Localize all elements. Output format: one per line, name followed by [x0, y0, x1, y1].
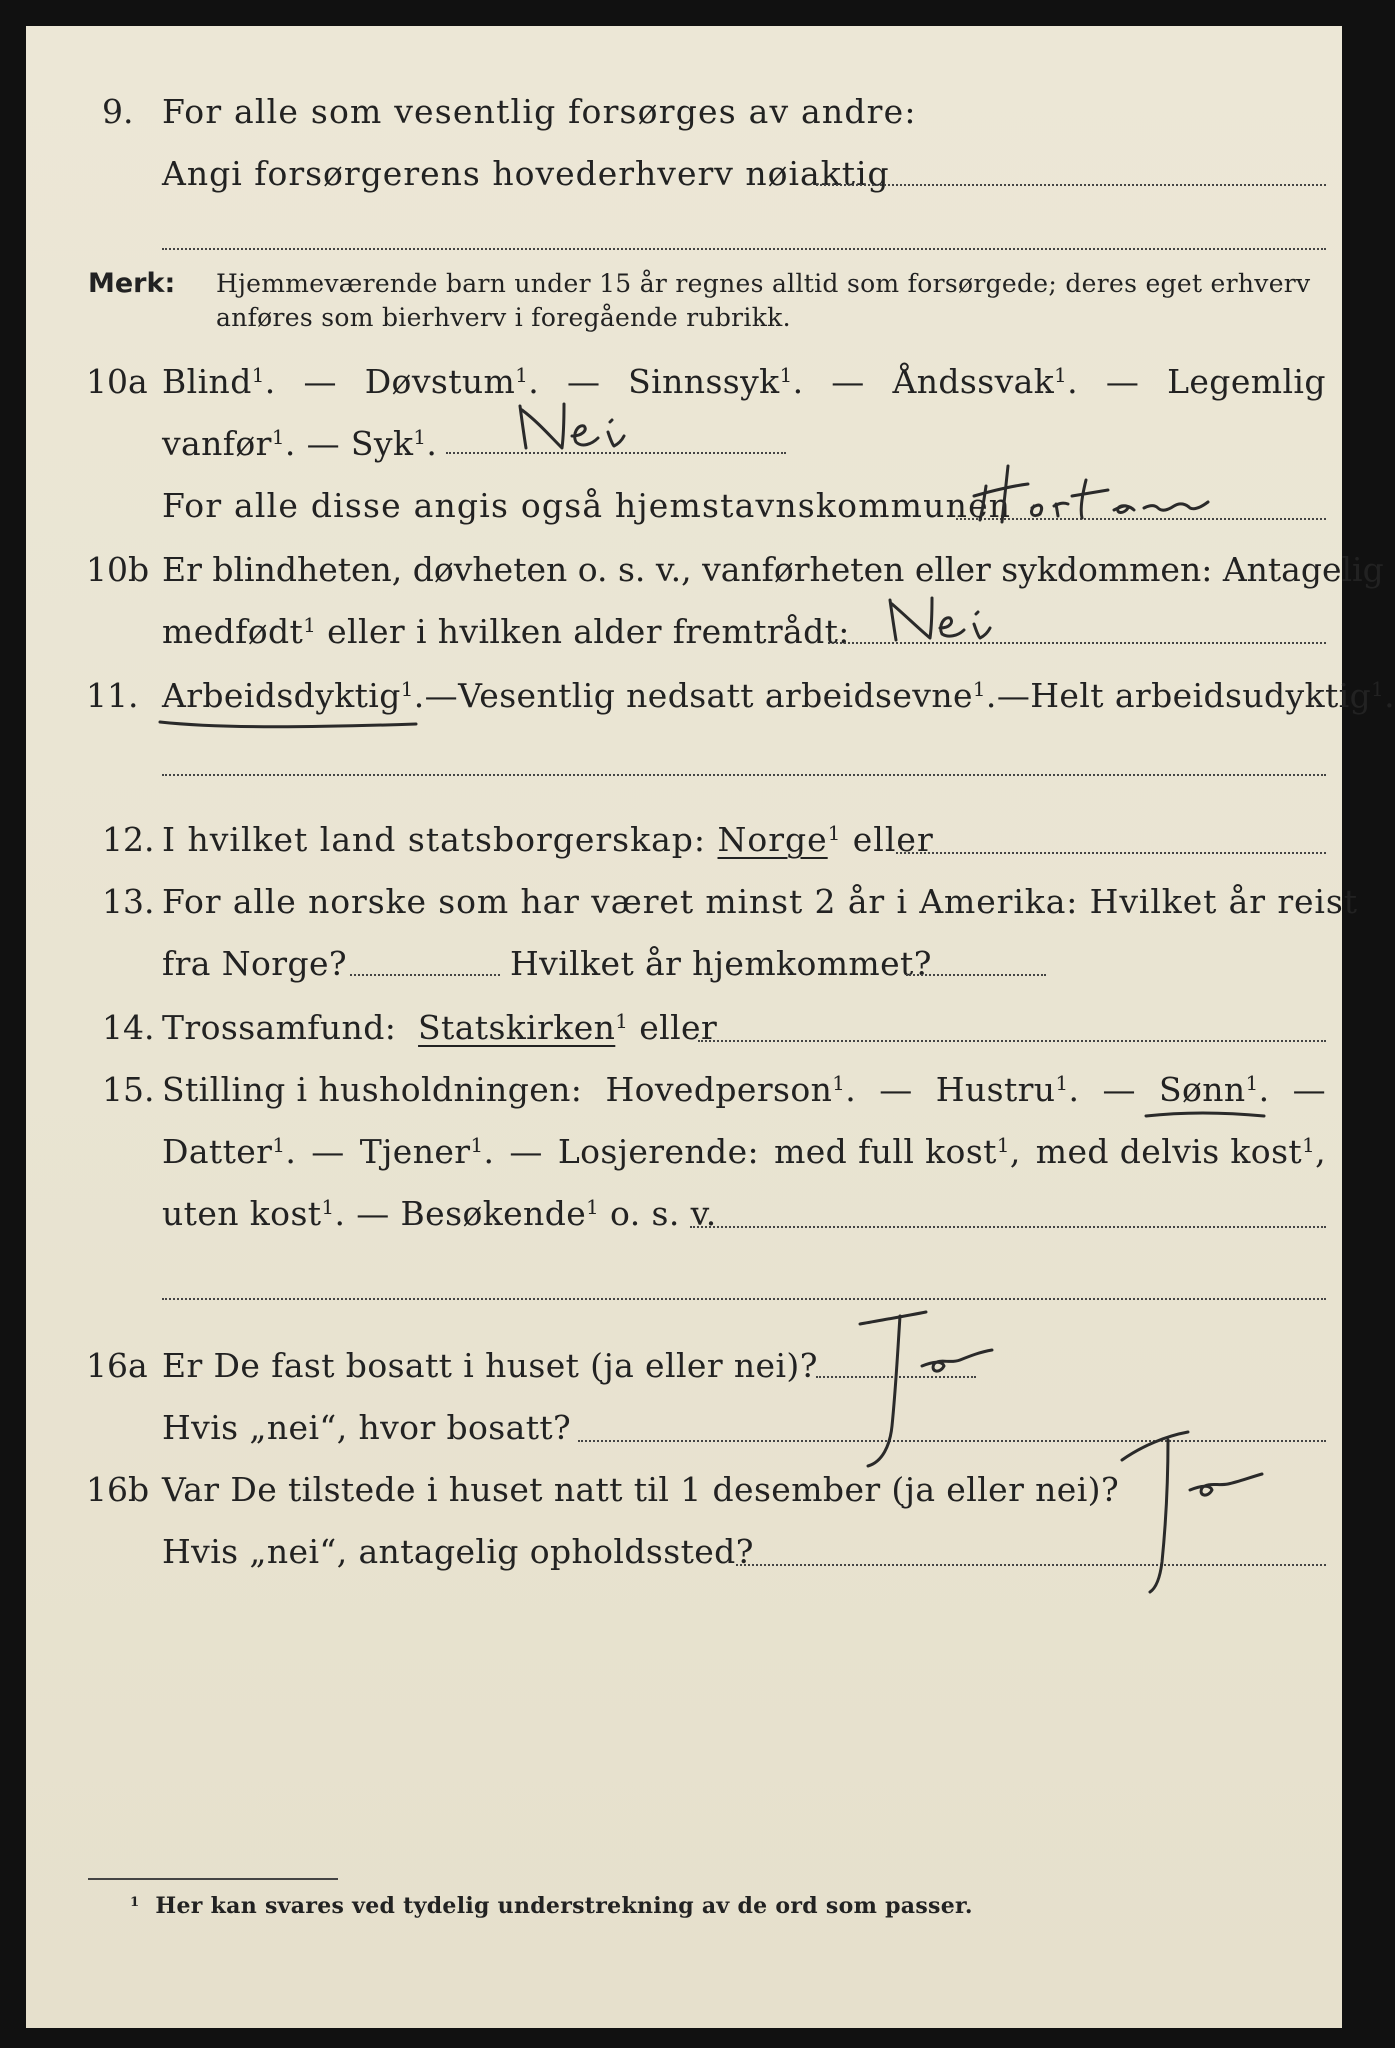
option-vesentlig-nedsatt: Vesentlig nedsatt arbeidsevne — [458, 676, 973, 715]
q13-line2a: fra Norge? — [162, 944, 348, 983]
q13-hjemkommet-line — [906, 974, 1046, 976]
option-datter: Datter — [162, 1132, 273, 1171]
option-arbeidsdyktig: Arbeidsdyktig — [162, 676, 401, 715]
merk-line1: Hjemmeværende barn under 15 år regnes alltid som forsørgede; deres eget erhverv — [216, 269, 1311, 298]
merk-line2: anføres som bierhverv i foregående rubrikk. — [216, 303, 791, 332]
footnote-mark: 1 — [130, 1894, 140, 1910]
q15-line3: uten kost$^1$. — Besøkende$^1$ o. s. v. — [162, 1194, 717, 1233]
option-dovstum: Døvstum — [364, 362, 516, 401]
handwritten-nei-1 — [506, 396, 646, 466]
q10a-line1: Blind$^1$. — Døvstum$^1$. — Sinnssyk$^1$. — Åndssvak$^1$. — Legemlig — [162, 362, 1326, 401]
option-vanfor: vanfør — [162, 424, 272, 463]
q9-line2: Angi forsørgerens hovederhverv nøiaktig — [162, 154, 890, 193]
q12-answer-line — [896, 852, 1326, 854]
option-tjener: Tjener — [359, 1132, 471, 1171]
q16a-line1: Er De fast bosatt i huset (ja eller nei)? — [162, 1346, 818, 1385]
q10b-line1: Er blindheten, døvheten o. s. v., vanførheten eller sykdommen: Antagelig — [162, 550, 1384, 589]
q16b-line2: Hvis „nei“, antagelig opholdssted? — [162, 1532, 754, 1571]
q9-answer-line-2 — [162, 248, 1326, 250]
q15-line1: Stilling i husholdningen: Hovedperson$^1$. — Hustru$^1$. — Sønn$^1$. — — [162, 1070, 1326, 1109]
q15-line2: Datter$^1$. — Tjener$^1$. — Losjerende: med full kost$^1$, med delvis kost$^1$, — [162, 1132, 1326, 1171]
footnote — [130, 1892, 973, 1920]
census-form-page — [26, 26, 1395, 2028]
merk-label: Merk: — [88, 268, 176, 299]
q13-reist-line — [350, 974, 500, 976]
option-besokende: Besøkende — [400, 1194, 587, 1233]
option-sinnssyk: Sinnssyk — [628, 362, 780, 401]
option-uten-kost: uten kost — [162, 1194, 322, 1233]
handwritten-ja-1 — [846, 1306, 1026, 1476]
option-andssvak: Åndssvak — [892, 362, 1055, 401]
q15-number: 15. — [102, 1070, 155, 1109]
q10b-number: 10b — [86, 550, 150, 589]
handwritten-ja-2 — [1112, 1426, 1292, 1606]
option-med-delvis-kost: med delvis kost — [1035, 1132, 1303, 1171]
q10b-line2: medfødt$^1$ eller i hvilken alder fremtrådt: — [162, 612, 850, 651]
q15-answer-line-2 — [162, 1298, 1326, 1300]
option-sonn: Sønn — [1158, 1070, 1246, 1109]
q15-answer-line — [690, 1226, 1326, 1228]
q11-number: 11. — [86, 676, 139, 715]
q16b-number: 16b — [86, 1470, 150, 1509]
q11-line: Arbeidsdyktig$^1$. — Vesentlig nedsatt arbeidsevne$^1$. — Helt arbeidsudyktig$^1$. — [162, 676, 1395, 715]
q10a-line3: For alle disse angis også hjemstavnskommunen — [162, 486, 1012, 525]
underline-sonn — [1142, 1106, 1272, 1126]
q12-number: 12. — [102, 820, 155, 859]
option-blind: Blind — [162, 362, 252, 401]
footnote-rule — [88, 1878, 338, 1880]
handwritten-nei-2 — [878, 594, 1018, 654]
q9-answer-line — [816, 184, 1326, 186]
option-norge: Norge — [717, 820, 828, 859]
q14-answer-line — [698, 1040, 1326, 1042]
option-statskirken: Statskirken — [418, 1008, 616, 1047]
q9-line1: For alle som vesentlig forsørges av andre: — [162, 92, 917, 131]
q11-answer-line — [162, 774, 1326, 776]
q13-line1: For alle norske som har været minst 2 år i Amerika: Hvilket år reist — [162, 882, 1358, 921]
q14-line: Trossamfund: Statskirken$^1$ eller — [162, 1008, 718, 1047]
q12-line: I hvilket land statsborgerskap: Norge$^1$ eller — [162, 820, 934, 859]
option-med-full-kost: med full kost — [774, 1132, 997, 1171]
q10a-number: 10a — [86, 362, 148, 401]
option-helt-arbeidsudyktig: Helt arbeidsudyktig — [1030, 676, 1372, 715]
q13-number: 13. — [102, 882, 155, 921]
option-syk: Syk — [350, 424, 414, 463]
option-hustru: Hustru — [935, 1070, 1056, 1109]
q14-number: 14. — [102, 1008, 155, 1047]
q16a-number: 16a — [86, 1346, 148, 1385]
q16a-line2: Hvis „nei“, hvor bosatt? — [162, 1408, 572, 1447]
underline-arbeidsdyktig — [156, 714, 426, 734]
option-legemlig: Legemlig — [1167, 362, 1326, 401]
option-hovedperson: Hovedperson — [605, 1070, 833, 1109]
q13-line2b: Hvilket år hjemkommet? — [510, 944, 932, 983]
q10a-line2: vanfør$^1$. — Syk$^1$. — [162, 424, 438, 463]
q9-number: 9. — [102, 92, 134, 131]
handwritten-horten — [968, 456, 1238, 536]
footnote-text: Her kan svares ved tydelig understrekning av de ord som passer. — [155, 1893, 973, 1919]
q16b-line1: Var De tilstede i huset natt til 1 desember (ja eller nei)? — [162, 1470, 1120, 1509]
